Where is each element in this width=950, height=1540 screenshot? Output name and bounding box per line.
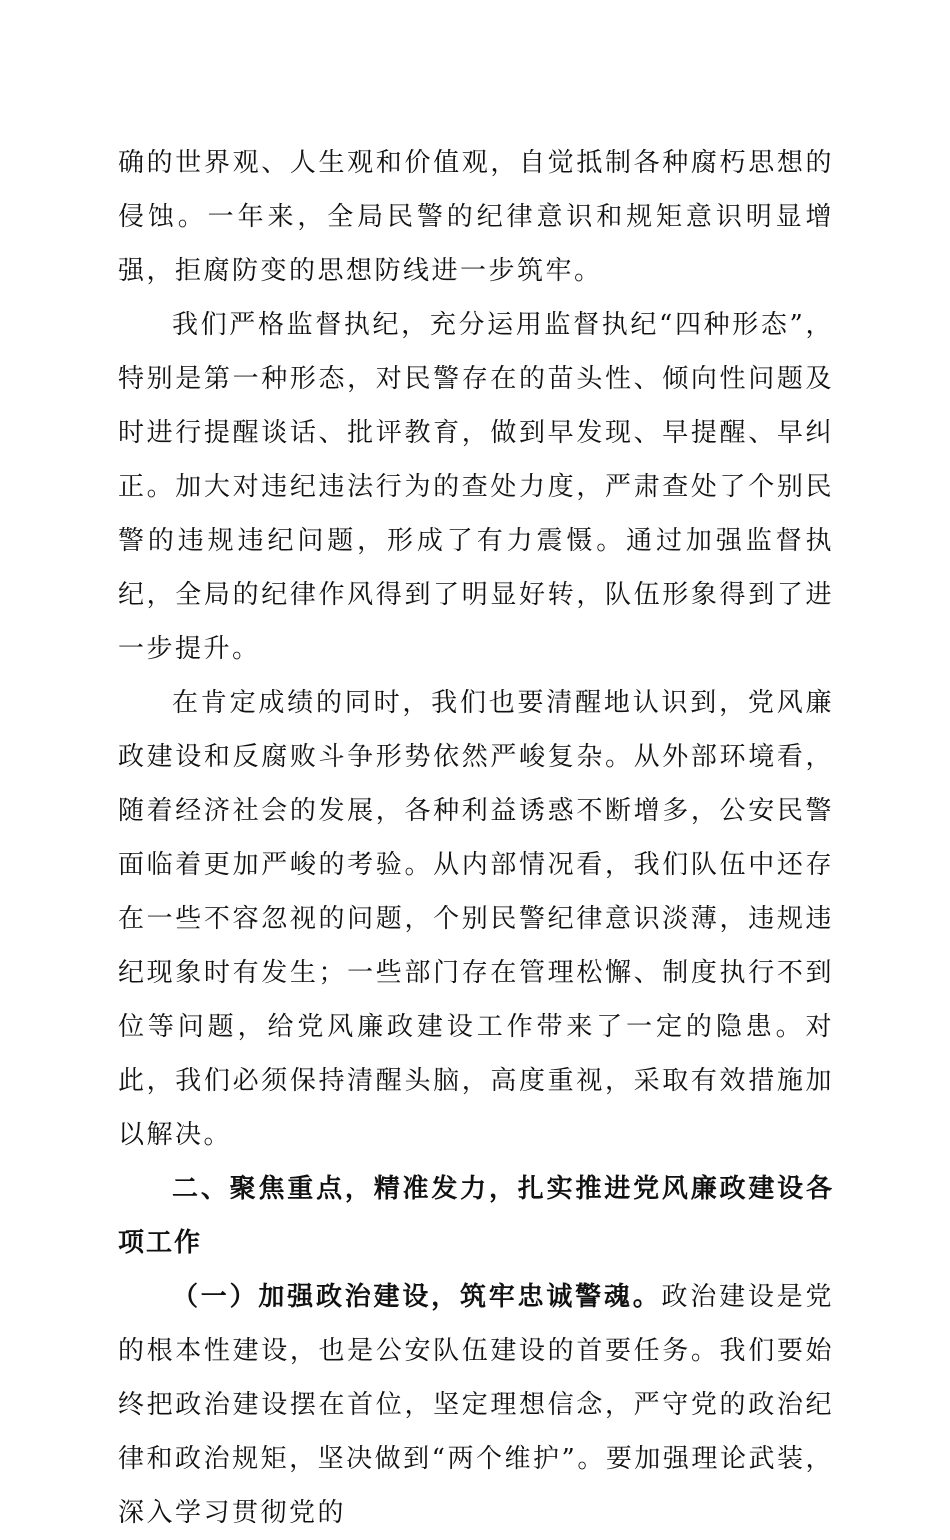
paragraph-political-building (118, 1270, 834, 1540)
document-body (118, 136, 834, 1540)
subsection-body: 政治建设是党的根本性建设，也是公安队伍建设的首要任务。我们要始终把政治建设摆在首位，坚定理想信念，严守党的政治纪律和政治规矩，坚决做到“两个维护”。要加强理论武装，深入学习贯彻党的 (118, 1282, 834, 1528)
section-heading: 二、聚焦重点，精准发力，扎实推进党风廉政建设各项工作 (118, 1174, 834, 1258)
paragraph-situation: 在肯定成绩的同时，我们也要清醒地认识到，党风廉政建设和反腐败斗争形势依然严峻复杂。从外部环境看，随着经济社会的发展，各种利益诱惑不断增多，公安民警面临着更加严峻的考验。从内部情况看，我们队伍中还存在一些不容忽视的问题，个别民警纪律意识淡薄，违规违纪现象时有发生；一些部门存在管理松懈、制度执行不到位等问题，给党风廉政建设工作带来了一定的隐患。对此，我们必须保持清醒头脑，高度重视，采取有效措施加以解决。 (118, 688, 834, 1150)
paragraph-supervision: 我们严格监督执纪，充分运用监督执纪“四种形态”，特别是第一种形态，对民警存在的苗头性、倾向性问题及时进行提醒谈话、批评教育，做到早发现、早提醒、早纠正。加大对违纪违法行为的查处力度，严肃查处了个别民警的违规违纪问题，形成了有力震慑。通过加强监督执纪，全局的纪律作风得到了明显好转，队伍形象得到了进一步提升。 (118, 310, 834, 664)
subsection-title: （一）加强政治建设，筑牢忠诚警魂。 (172, 1282, 662, 1312)
paragraph-continuation: 确的世界观、人生观和价值观，自觉抵制各种腐朽思想的侵蚀。一年来，全局民警的纪律意识和规矩意识明显增强，拒腐防变的思想防线进一步筑牢。 (118, 148, 834, 286)
